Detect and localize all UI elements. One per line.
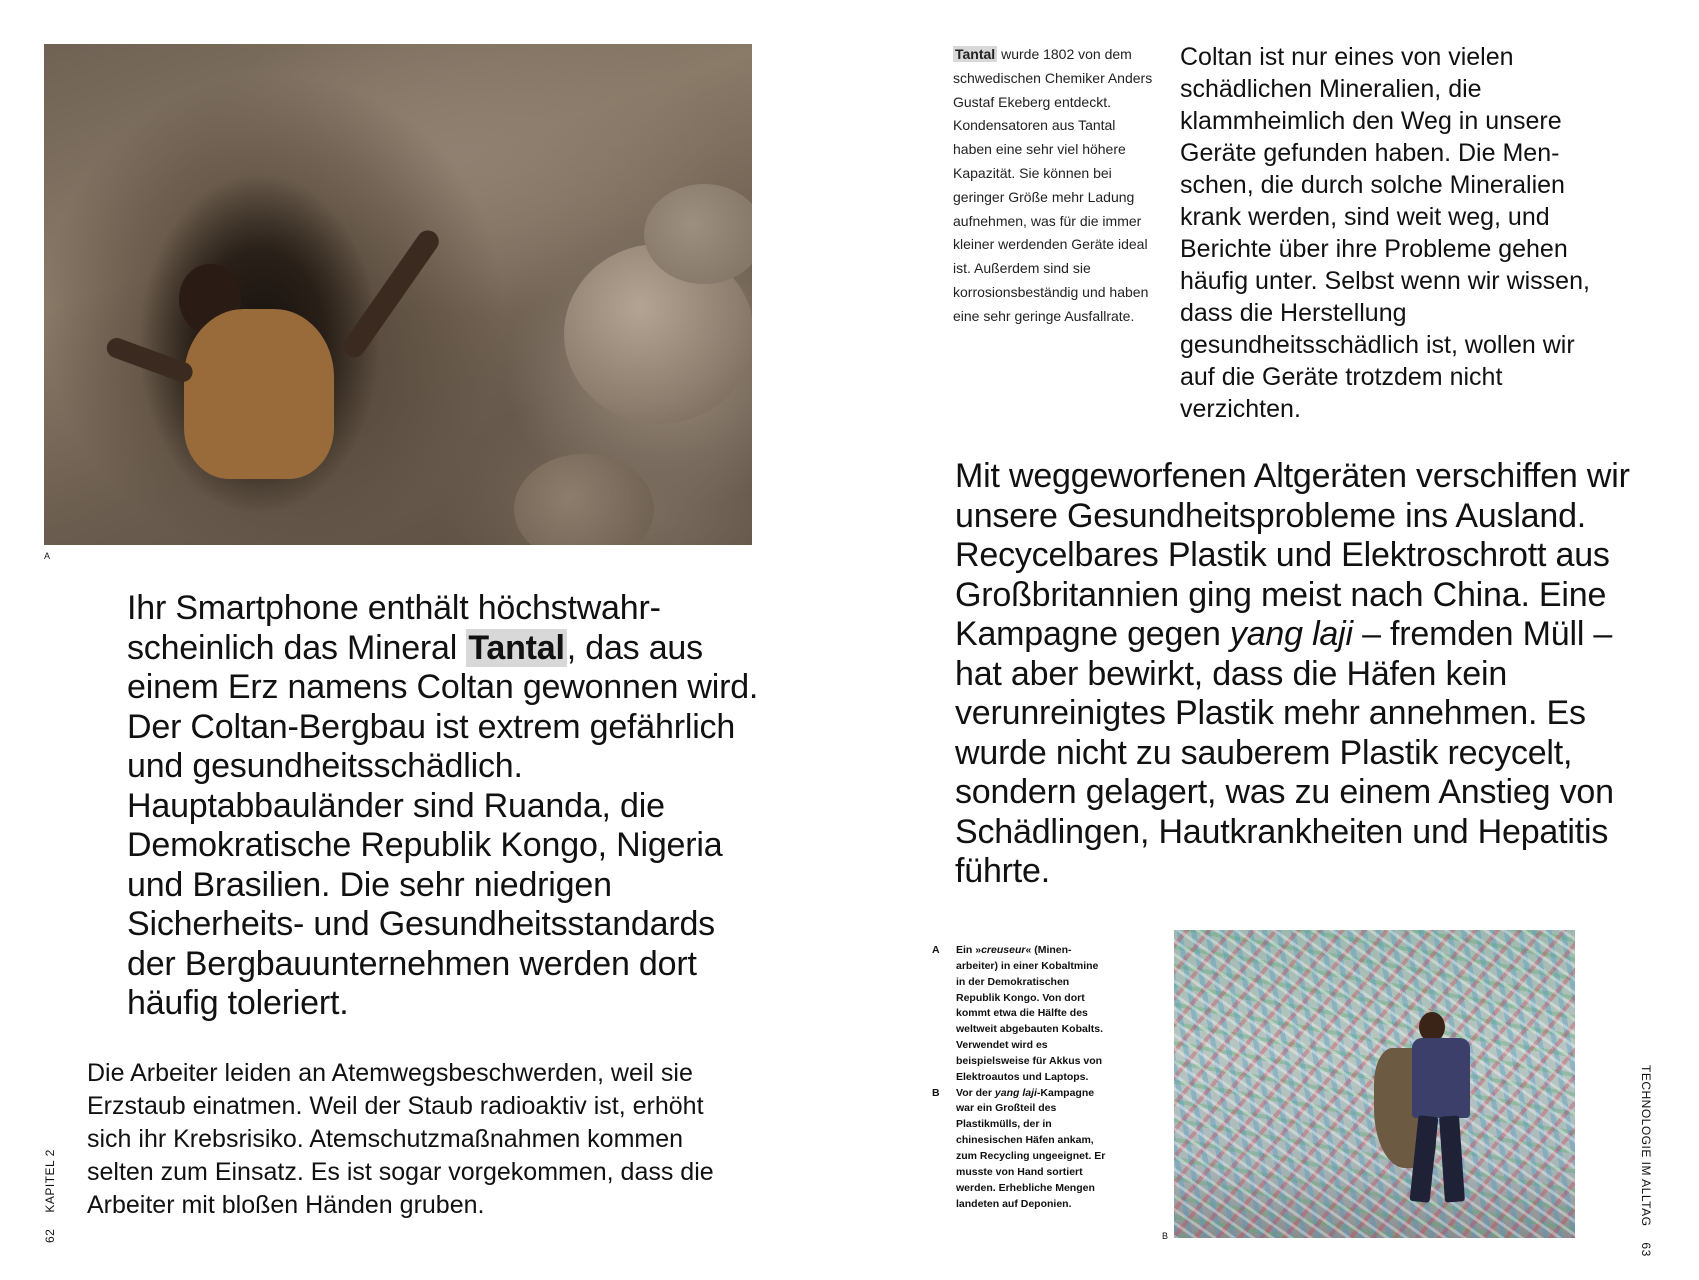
side-note-text: wurde 1802 von dem schwedischen Chemiker Anders Gustaf Ekeberg entdeckt. Kondensatoren aus Tantal haben eine sehr viel höhere Kapazität. Sie können bei geringer Größe mehr Ladung aufnehmen, was für die immer kleiner werdenden Geräte ideal ist. Außerdem sind sie korrosionsbeständig und haben eine sehr geringe Ausfallrate. [953,46,1153,324]
caption-b-italic: yang laji [994,1086,1037,1099]
right-intro-paragraph: Coltan ist nur eines von vielen schädlichen Mineralien, die klammheimlich den Weg in unsere Geräte gefunden haben. Die Menschen, die durch solche Mineralien krank werden, sind weit weg, und Berichte über ihre Probleme gehen häufig unter. Selbst wenn wir wissen, dass die Herstellung gesundheitsschädlich ist, wollen wir auf die Geräte trotzdem nicht verzichten. [1180,43,1590,423]
worker-leg [1439,1115,1465,1202]
left-running-head [43,1149,57,1243]
lead-text-1: Mit weggeworfenen Altgeräten verschiffen wir unsere Gesundheitsprobleme ins Ausland. Recycelbares Plastik und Elektroschrott aus Großbritannien ging meist nach China. Eine Kampagne gegen [955,457,1630,653]
highlight-tantal: Tantal [468,628,565,667]
section-label: TECHNOLOGIE IM ALLTAG [1639,1065,1653,1227]
photo-a-label: A [44,551,51,561]
chapter-label: KAPITEL 2 [43,1149,57,1213]
side-note [953,43,1153,329]
lead-italic: yang laji [1229,615,1353,653]
miner-left-arm [104,335,195,385]
right-running-head [1639,1065,1653,1257]
worker-torso [1412,1038,1470,1118]
left-lead-paragraph [127,589,767,1024]
caption-a-text: Ein » [956,944,982,956]
caption-b-text: Vor der [956,1086,995,1099]
caption-a [932,943,1106,1086]
page-number: 62 [43,1228,57,1243]
caption-b [932,1086,1106,1213]
lead-text-2: , das aus einem Erz namens Coltan gewonnen wird. Der Coltan-Bergbau ist extrem gefährlich und gesundheitsschädlich. Hauptabbauländer sind Ruanda, die Demokratische Republik Kongo, Nigeria und Brasilien. Die sehr niedrigen Sicherheits- und Gesundheitsstandards der Bergbauunternehmen werden dort häufig toleriert. [127,628,759,1022]
boulder [514,454,654,545]
figure-captions [932,943,1112,1212]
photo-coltan-mine [44,44,752,545]
photo-b-label: B [1162,1231,1169,1241]
lead-text-2: – fremden Müll – hat aber bewirkt, dass die Häfen kein verunreinigtes Plastik mehr annehmen. Es wurde nicht zu sauberem Plastik recycelt, sondern gelagert, was zu einem Anstieg von Schädlingen, Hautkrankheiten und Hepatitis führte. [955,615,1614,890]
caption-b-text-end: -Kampagne war ein Großteil des Plastikmülls, der in chinesischen Häfen ankam, zum Recycling ungeeignet. Er musste von Hand sortiert werden. Erhebliche Mengen landeten auf Deponien. [956,1086,1106,1210]
photo-plastic-bottles [1174,930,1575,1238]
boulder [644,184,752,284]
right-lead-paragraph [955,457,1655,892]
miner-body [184,309,334,479]
caption-a-text-end: « (Minenarbeiter) in einer Kobaltmine in der Demokratischen Republik Kongo. Von dort kommt etwa die Hälfte des weltweit abgebauten Kobalts. Verwendet wird es beispielsweise für Akkus von Elektroautos und Laptops. [956,944,1104,1083]
page-number: 63 [1639,1242,1653,1257]
caption-a-italic: creuseur [981,944,1026,956]
lead-text-1: Ihr Smartphone enthält höchstwahrscheinlich das Mineral [127,589,661,667]
caption-a-letter: A [932,944,940,956]
side-note-highlight: Tantal [955,46,996,62]
left-body-paragraph: Die Arbeiter leiden an Atemwegsbeschwerden, weil sie Erzstaub einatmen. Weil der Staub radioaktiv ist, erhöht sich ihr Krebsrisiko. Atemschutzmaßnahmen kommen selten zum Einsatz. Es ist sogar vorgekommen, dass die Arbeiter mit bloßen Händen gruben. [87,1059,714,1219]
miner-raised-arm [339,226,443,361]
caption-b-letter: B [932,1086,940,1099]
